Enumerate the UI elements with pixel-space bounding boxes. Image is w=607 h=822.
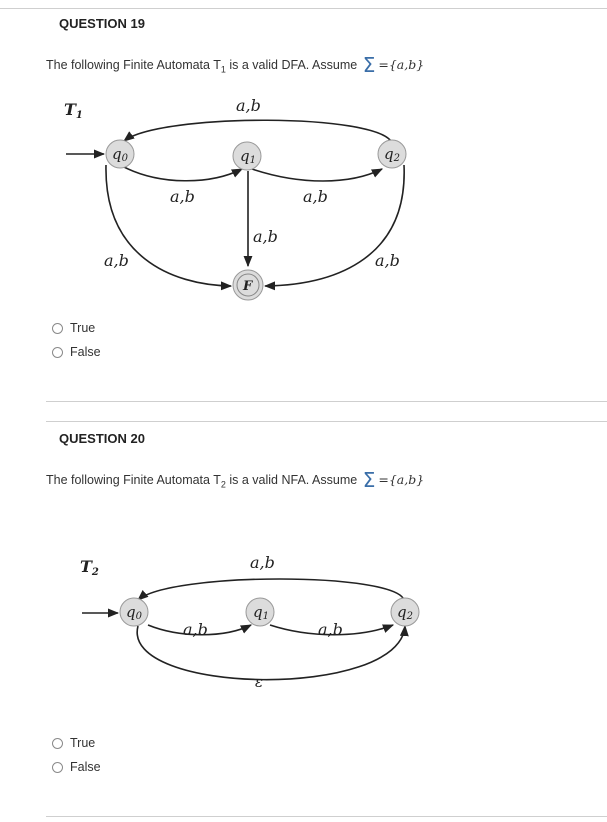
q19-option-false[interactable] [52,345,101,359]
question-divider [46,816,607,817]
prompt-subscript: 2 [220,479,226,490]
question-19-prompt [46,53,424,77]
state-q0-label: q0 [126,603,142,622]
question-20-heading: QUESTION 20 [59,431,145,446]
sigma-symbol: Σ [362,468,376,492]
top-divider [0,8,607,9]
edge-q1-q2 [252,169,382,181]
nfa-t2-diagram [0,540,607,700]
edge-label-epsilon: ε [255,673,264,691]
edge-label-top: a,b [250,553,275,572]
state-q2-label: q2 [384,145,400,164]
state-q1-label: q1 [240,147,256,166]
option-label: False [70,760,101,774]
edge-label-q1-q2: a,b [318,620,343,639]
prompt-text-end: is a valid NFA. Assume [225,473,358,487]
prompt-text: The following Finite Automata T [46,473,221,487]
option-label: True [70,321,96,335]
question-divider [46,401,607,402]
automaton-label: T2 [80,557,99,578]
automaton-label: T1 [64,100,83,121]
edge-label-q0-q1: a,b [170,187,195,206]
edge-q2-q0 [138,579,404,600]
prompt-subscript: 1 [220,64,226,75]
q19-option-true[interactable] [52,321,95,335]
q20-option-false[interactable] [52,760,101,774]
state-q2-label: q2 [397,603,413,622]
edge-q0-q2-epsilon [137,626,405,680]
option-label: True [70,736,96,750]
edge-q2-q0 [124,120,392,143]
equals-sign: = [378,472,389,487]
state-f-label: F [243,279,253,294]
prompt-text-end: is a valid DFA. Assume [225,58,358,72]
question-divider [46,421,607,422]
edge-label-q0-f: a,b [104,251,129,270]
edge-q0-q1 [124,167,242,181]
option-label: False [70,345,101,359]
q20-option-true[interactable] [52,736,95,750]
edge-label-q2-f: a,b [375,251,400,270]
question-20-prompt [46,468,424,492]
radio-button[interactable] [52,738,63,749]
prompt-text: The following Finite Automata T [46,58,221,72]
question-19-heading: QUESTION 19 [59,16,145,31]
edge-label-q0-q1: a,b [183,620,208,639]
state-q1-label: q1 [253,603,269,622]
dfa-t1-diagram [0,85,607,310]
edge-label-top: a,b [236,96,261,115]
equals-sign: = [378,57,389,72]
edge-label-q1-f: a,b [253,227,278,246]
alphabet-set: {a,b} [388,57,425,72]
radio-button[interactable] [52,762,63,773]
edge-label-q1-q2: a,b [303,187,328,206]
alphabet-set: {a,b} [388,472,425,487]
sigma-symbol: Σ [362,53,376,77]
state-q0-label: q0 [112,145,128,164]
radio-button[interactable] [52,323,63,334]
radio-button[interactable] [52,347,63,358]
